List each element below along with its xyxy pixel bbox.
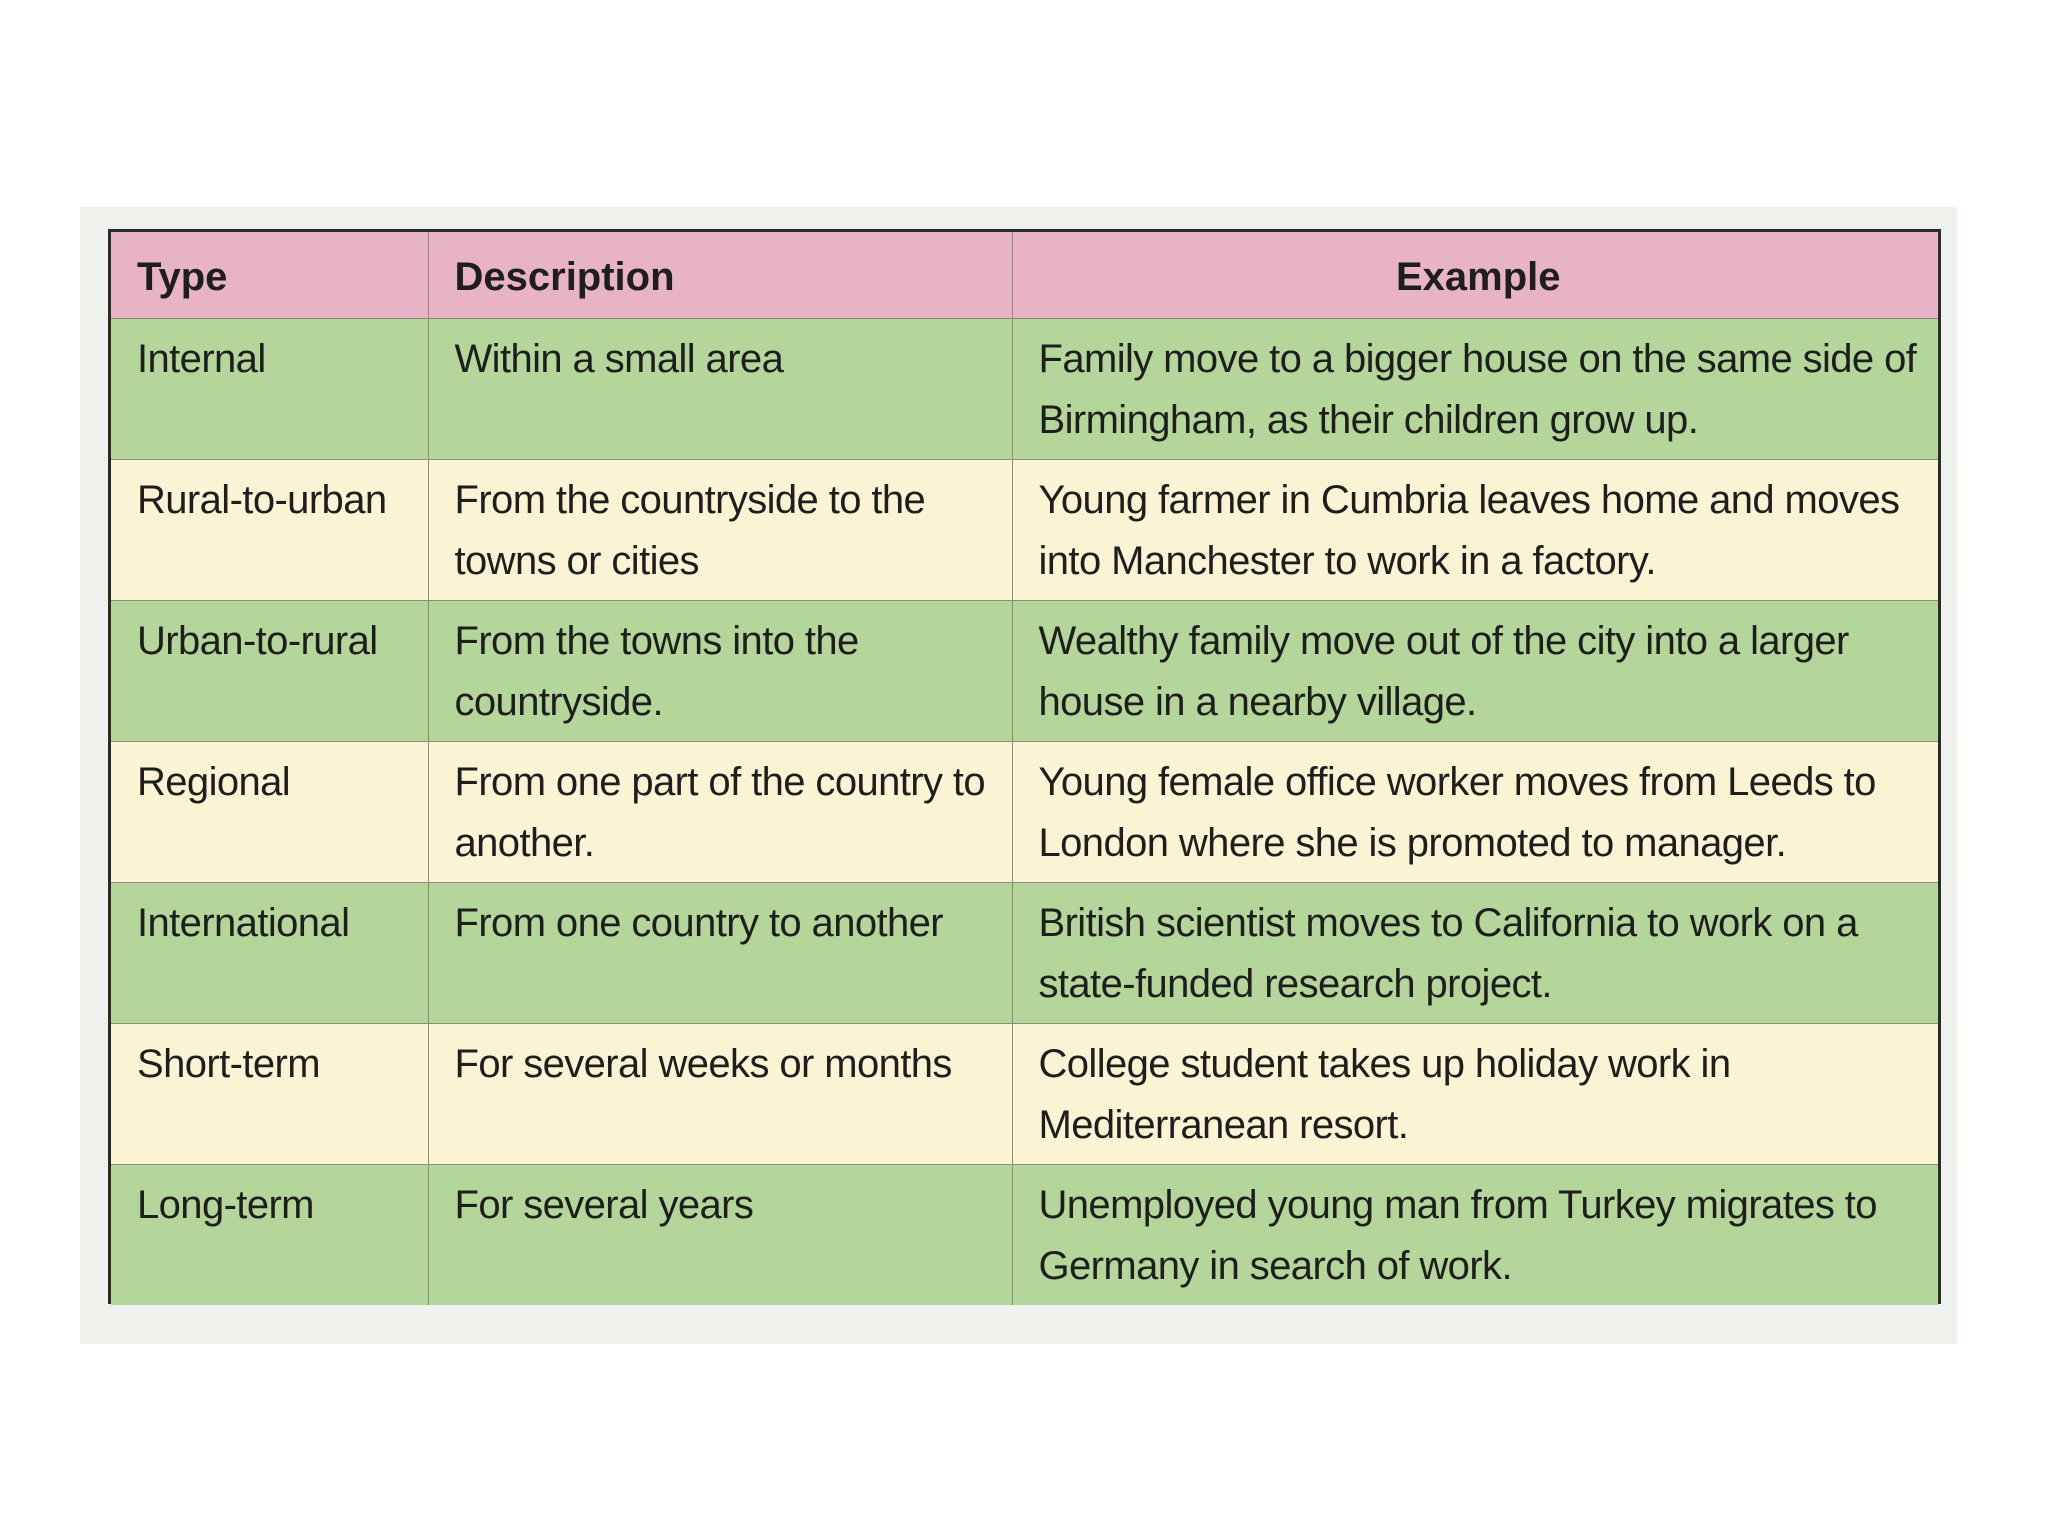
type-text: International	[137, 900, 350, 945]
example-text: Wealthy family move out of the city into a larger house in a nearby village.	[1038, 618, 1849, 724]
type-text: Rural-to-urban	[137, 477, 387, 522]
table-row	[111, 741, 1938, 882]
description-text: From the towns into the countryside.	[454, 618, 859, 724]
cell-example	[1012, 1023, 1938, 1164]
cell-description	[428, 318, 1012, 459]
type-text: Internal	[137, 336, 266, 381]
example-text: British scientist moves to California to work on a state-funded research project.	[1038, 900, 1858, 1006]
example-text: Unemployed young man from Turkey migrates to Germany in search of work.	[1038, 1182, 1877, 1288]
table-row	[111, 882, 1938, 1023]
cell-example	[1012, 1164, 1938, 1305]
cell-type	[111, 1023, 428, 1164]
example-text: College student takes up holiday work in Mediterranean resort.	[1038, 1041, 1731, 1147]
cell-type	[111, 459, 428, 600]
cell-type	[111, 741, 428, 882]
table-row	[111, 600, 1938, 741]
example-text: Young female office worker moves from Leeds to London where she is promoted to manager.	[1038, 759, 1876, 865]
cell-example	[1012, 600, 1938, 741]
header-example: Example	[1012, 232, 1938, 318]
table	[111, 232, 1938, 1305]
table-header	[111, 232, 1938, 318]
table-row	[111, 459, 1938, 600]
cell-example	[1012, 882, 1938, 1023]
table-row	[111, 1164, 1938, 1305]
description-text: From one part of the country to another.	[454, 759, 986, 865]
cell-type	[111, 600, 428, 741]
description-text: From one country to another	[454, 900, 944, 945]
header-description: Description	[428, 232, 1012, 318]
type-text: Urban-to-rural	[137, 618, 378, 663]
description-text: From the countryside to the towns or cities	[454, 477, 926, 583]
type-text: Short-term	[137, 1041, 320, 1086]
type-text: Regional	[137, 759, 291, 804]
cell-description	[428, 1164, 1012, 1305]
table-row	[111, 318, 1938, 459]
header-row	[111, 232, 1938, 318]
cell-type	[111, 1164, 428, 1305]
cell-description	[428, 459, 1012, 600]
migration-types-table	[108, 229, 1941, 1304]
description-text: For several weeks or months	[454, 1041, 952, 1086]
type-text: Long-term	[137, 1182, 314, 1227]
cell-example	[1012, 459, 1938, 600]
cell-description	[428, 882, 1012, 1023]
cell-type	[111, 318, 428, 459]
cell-example	[1012, 741, 1938, 882]
cell-type	[111, 882, 428, 1023]
cell-description	[428, 600, 1012, 741]
description-text: Within a small area	[454, 336, 784, 381]
header-type: Type	[111, 232, 428, 318]
cell-description	[428, 1023, 1012, 1164]
cell-example	[1012, 318, 1938, 459]
table-body	[111, 318, 1938, 1305]
description-text: For several years	[454, 1182, 754, 1227]
table-row	[111, 1023, 1938, 1164]
cell-description	[428, 741, 1012, 882]
example-text: Family move to a bigger house on the same side of Birmingham, as their children grow up.	[1038, 336, 1917, 442]
example-text: Young farmer in Cumbria leaves home and moves into Manchester to work in a factory.	[1038, 477, 1900, 583]
